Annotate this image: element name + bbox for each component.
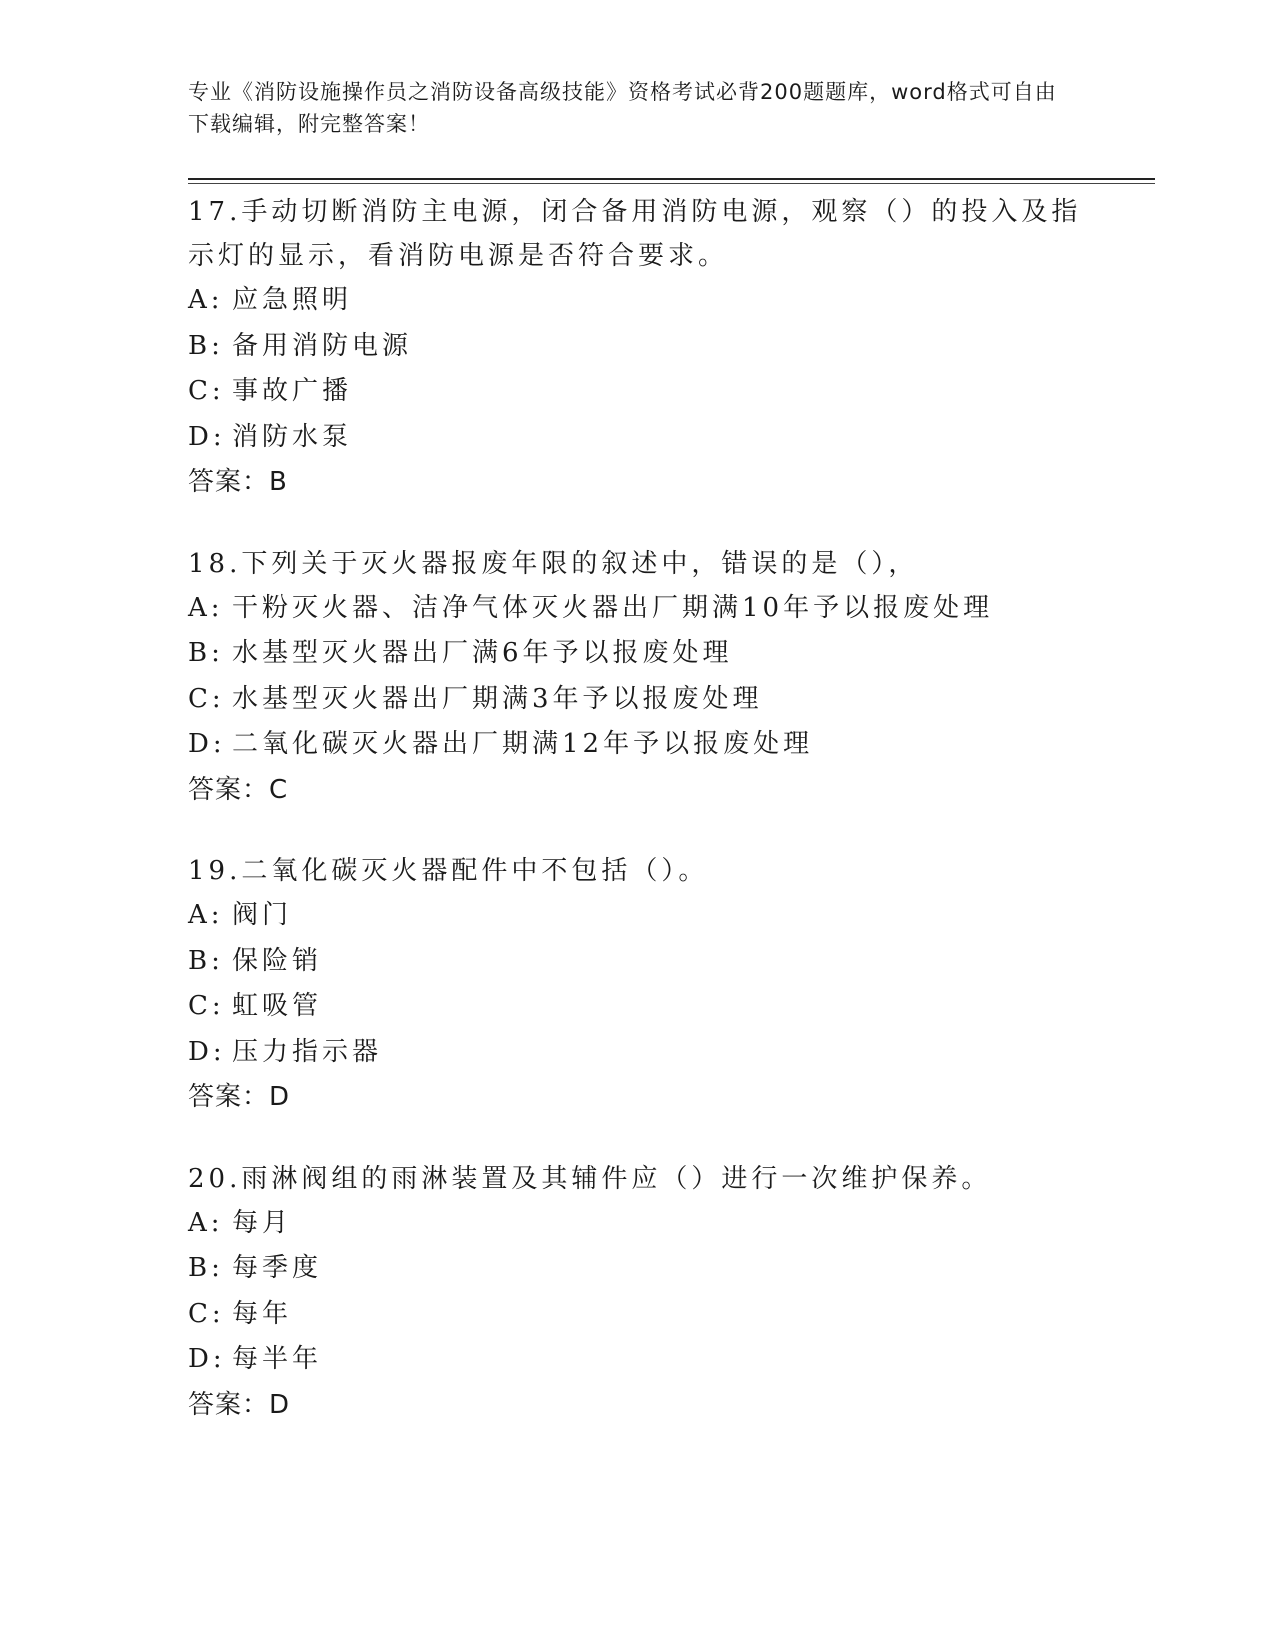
option-letter: C:: [188, 991, 225, 1021]
option-c: [188, 1292, 1088, 1338]
option-b: [188, 1246, 1088, 1292]
option-letter: C:: [188, 376, 225, 406]
option-letter: B:: [188, 638, 224, 668]
question-20: [188, 1157, 1088, 1429]
option-text: 备用消防电源: [232, 330, 413, 361]
option-b: [188, 939, 1088, 985]
question-title: 18.下列关于灭火器报废年限的叙述中，错误的是（），: [188, 548, 919, 579]
option-text: 阀门: [232, 900, 293, 930]
document-header: 专业《消防设施操作员之消防设备高级技能》资格考试必背200题题库，word格式可自由下载编辑，附完整答案！: [188, 80, 1057, 136]
answer-line: 答案：D: [188, 1389, 291, 1420]
question-19: [188, 849, 1088, 1121]
option-letter: D:: [188, 729, 226, 759]
option-letter: D:: [188, 421, 226, 452]
option-text: 水基型灭火器出厂满6年予以报废处理: [232, 638, 733, 668]
option-letter: A:: [188, 900, 224, 930]
option-a: [188, 1201, 1088, 1247]
option-text: 每季度: [232, 1253, 323, 1283]
option-d: [188, 1337, 1088, 1383]
option-text: 保险销: [232, 945, 323, 976]
option-c: [188, 677, 1088, 723]
option-a: [188, 893, 1088, 939]
option-d: [188, 415, 1088, 461]
option-a: [188, 586, 1088, 632]
option-b: [188, 324, 1088, 370]
option-text: 消防水泵: [232, 421, 353, 452]
option-letter: A:: [188, 285, 224, 315]
option-letter: A:: [188, 592, 224, 623]
option-d: [188, 1030, 1088, 1076]
option-c: [188, 369, 1088, 415]
option-text: 每半年: [232, 1344, 323, 1374]
question-title: 19.二氧化碳灭火器配件中不包括（）。: [188, 856, 709, 886]
option-letter: B:: [188, 330, 224, 361]
option-c: [188, 984, 1088, 1030]
option-text: 每年: [232, 1298, 293, 1329]
option-b: [188, 631, 1088, 677]
option-letter: B:: [188, 1253, 224, 1283]
header-divider-thin: [188, 183, 1155, 184]
option-letter: B:: [188, 945, 224, 976]
answer-line: 答案：C: [188, 774, 289, 805]
answer-line: 答案：D: [188, 1082, 291, 1112]
question-18: [188, 542, 1088, 814]
question-17: [188, 190, 1088, 506]
option-text: 事故广播: [232, 376, 353, 406]
option-d: [188, 722, 1088, 768]
question-title: 20.雨淋阀组的雨淋装置及其辅件应（）进行一次维护保养。: [188, 1163, 992, 1194]
option-a: [188, 278, 1088, 324]
option-letter: D:: [188, 1344, 226, 1374]
option-text: 二氧化碳灭火器出厂期满12年予以报废处理: [232, 729, 814, 759]
option-text: 压力指示器: [232, 1036, 383, 1067]
option-letter: C:: [188, 1298, 225, 1329]
option-letter: C:: [188, 683, 225, 714]
option-text: 干粉灭火器、洁净气体灭火器出厂期满10年予以报废处理: [232, 592, 994, 623]
option-text: 水基型灭火器出厂期满3年予以报废处理: [232, 683, 763, 714]
answer-line: 答案：B: [188, 467, 288, 497]
option-text: 每月: [232, 1207, 293, 1238]
option-letter: A:: [188, 1207, 224, 1238]
option-text: 应急照明: [232, 285, 353, 315]
option-letter: D:: [188, 1036, 226, 1067]
question-list: [188, 190, 1088, 1464]
question-title: 17.手动切断消防主电源，闭合备用消防电源，观察（）的投入及指示灯的显示，看消防电源是否符合要求。: [188, 197, 1082, 271]
header-divider-thick: [188, 178, 1155, 180]
option-text: 虹吸管: [232, 991, 323, 1021]
